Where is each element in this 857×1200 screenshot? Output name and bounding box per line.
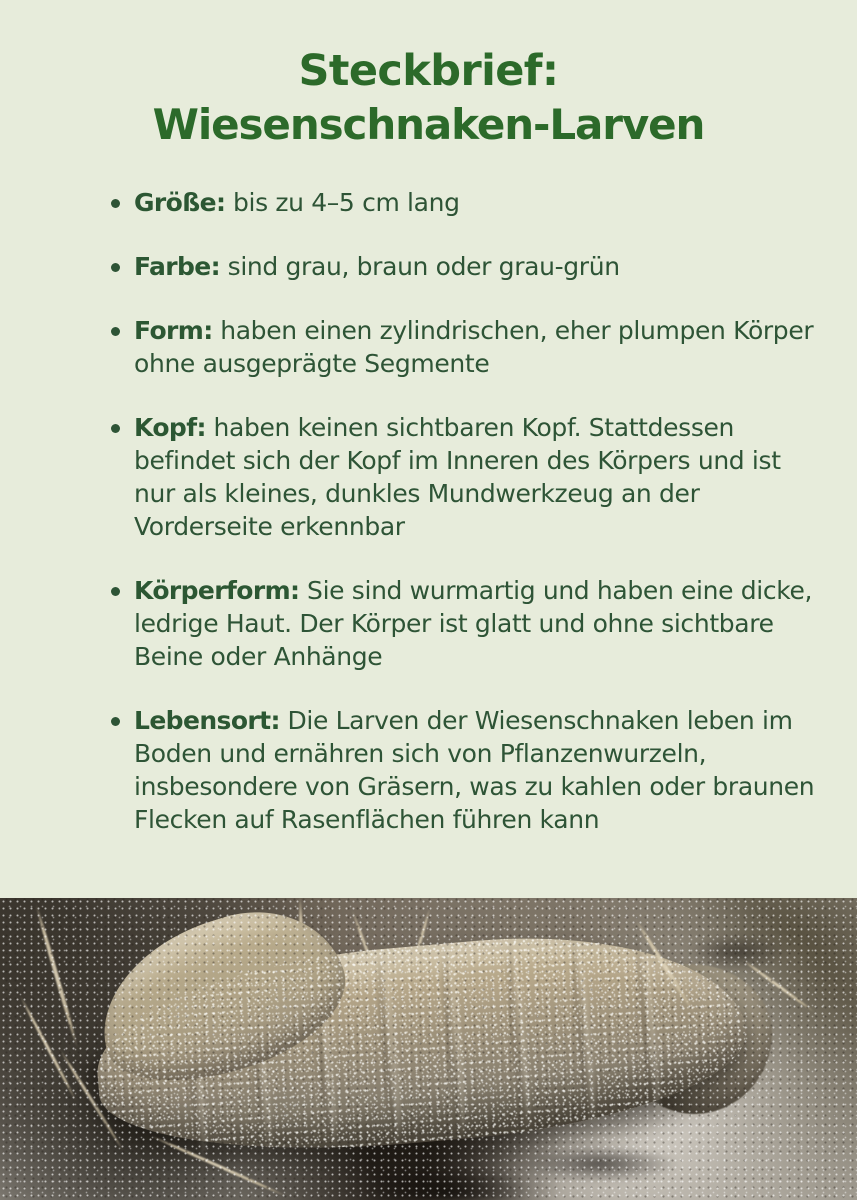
bullet-dot-icon (111, 717, 120, 726)
title-line-2: Wiesenschnaken-Larven (152, 100, 705, 149)
fact-label: Farbe: (134, 252, 221, 281)
bullet-dot-icon (111, 587, 120, 596)
bullet-dot-icon (111, 263, 120, 272)
list-item (104, 574, 816, 673)
fact-text: bis zu 4–5 cm lang (225, 188, 460, 217)
fact-label: Körperform: (134, 576, 300, 605)
list-item (104, 411, 816, 543)
fact-label: Größe: (134, 188, 226, 217)
fact-text: sind grau, braun oder grau-grün (220, 252, 620, 281)
fact-text: Die Larven der Wiesenschnaken leben im Boden und ernähren sich von Pflanzenwurzeln, insbesondere von Gräsern, was zu kahlen oder braunen Flecken auf Rasenflächen führen kann (134, 706, 815, 834)
list-item (104, 186, 816, 219)
soil-texture-overlay (0, 898, 857, 1200)
fact-label: Form: (134, 316, 213, 345)
bullet-dot-icon (111, 424, 120, 433)
fact-list (104, 186, 816, 836)
list-item (104, 704, 816, 836)
page-title (0, 0, 857, 152)
fact-text: haben einen zylindrischen, eher plumpen Körper ohne ausgeprägte Segmente (134, 316, 814, 378)
fact-text: haben keinen sichtbaren Kopf. Stattdessen befindet sich der Kopf im Inneren des Körpers und ist nur als kleines, dunkles Mundwerkzeug an der Vorderseite erkennbar (134, 413, 781, 541)
title-line-1: Steckbrief: (298, 46, 559, 96)
larva-photo (0, 898, 857, 1200)
fact-text: Sie sind wurmartig und haben eine dicke, ledrige Haut. Der Körper ist glatt und ohne sichtbare Beine oder Anhänge (134, 576, 813, 671)
list-item (104, 250, 816, 283)
list-item (104, 314, 816, 380)
fact-label: Kopf: (134, 413, 206, 442)
fact-label: Lebensort: (134, 706, 280, 735)
bullet-dot-icon (111, 199, 120, 208)
bullet-dot-icon (111, 327, 120, 336)
